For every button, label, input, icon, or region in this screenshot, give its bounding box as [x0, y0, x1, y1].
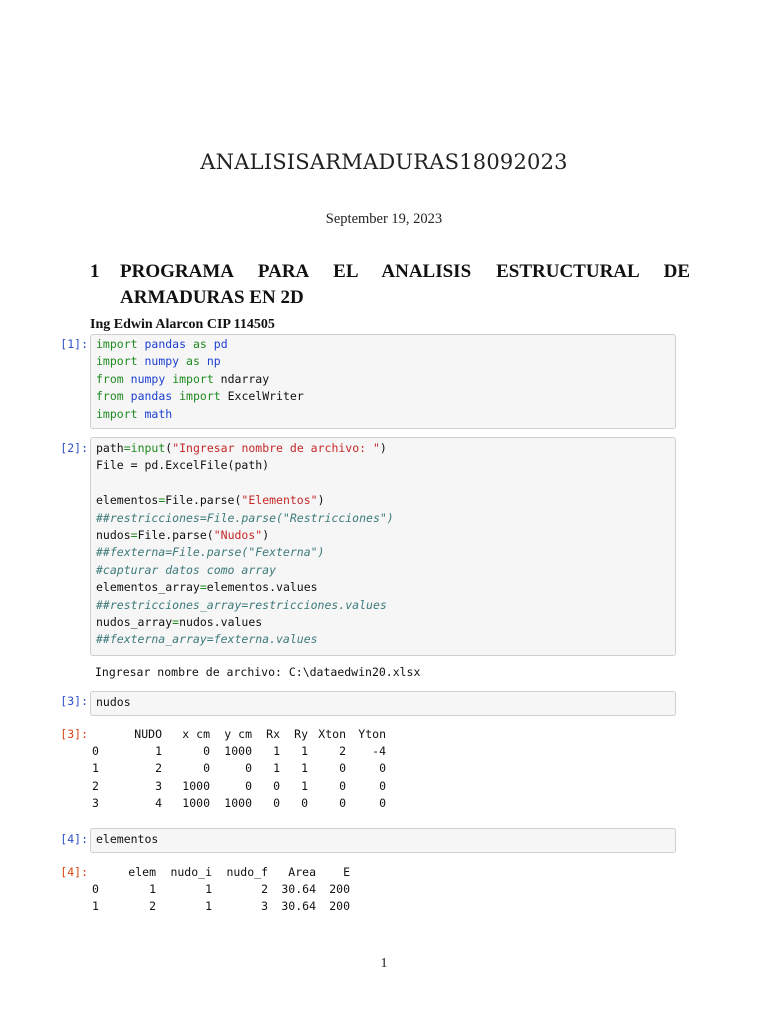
- code-line: from numpy import ndarray: [96, 371, 270, 386]
- code-cell-2[interactable]: [90, 437, 676, 656]
- code-cell-1[interactable]: [90, 334, 676, 429]
- code-line: elementos: [96, 832, 159, 846]
- code-line: import numpy as np: [96, 354, 221, 369]
- column-header: Area: [288, 864, 316, 879]
- column-header: [92, 725, 114, 742]
- code-line: elementos_array=elementos.values: [96, 580, 318, 595]
- code-line: nudos_array=nudos.values: [96, 615, 263, 630]
- input-prompt-2: [2]:: [60, 441, 88, 455]
- table-cell: 0: [273, 778, 280, 793]
- table-cell: 0: [339, 761, 346, 776]
- code-line: ##fexterna=File.parse("Fexterna"): [96, 545, 325, 560]
- table-cell: 1: [205, 899, 212, 914]
- table-cell: 2: [149, 899, 156, 914]
- code-line: #capturar datos como array: [96, 562, 277, 577]
- table-cell: 30.64: [281, 882, 316, 897]
- code-block-2[interactable]: [96, 438, 670, 649]
- table-header-row: [92, 863, 350, 880]
- table-cell: 1: [301, 761, 308, 776]
- table-cell: 200: [329, 882, 350, 897]
- nudos-dataframe: [92, 725, 386, 812]
- table-cell: 1000: [224, 744, 252, 759]
- row-index: 0: [92, 744, 99, 759]
- column-header: Rx: [266, 726, 280, 741]
- table-cell: 2: [261, 882, 268, 897]
- table-cell: 1: [205, 882, 212, 897]
- table-cell: 3: [155, 778, 162, 793]
- table-cell: 30.64: [281, 899, 316, 914]
- table-cell: -4: [372, 744, 386, 759]
- code-line: import math: [96, 406, 173, 421]
- table-cell: 1: [155, 744, 162, 759]
- table-row: [92, 760, 386, 777]
- column-header: Yton: [358, 726, 386, 741]
- table-header-row: [92, 725, 386, 742]
- code-line: File = pd.ExcelFile(path): [96, 458, 270, 473]
- code-line: from pandas import ExcelWriter: [96, 389, 304, 404]
- code-line: nudos: [96, 695, 131, 709]
- code-line: import pandas as pd: [96, 337, 228, 351]
- input-prompt-1: [1]:: [60, 337, 88, 351]
- table-cell: 4: [155, 796, 162, 811]
- output-prompt-3: [3]:: [60, 727, 88, 741]
- table-cell: 0: [301, 796, 308, 811]
- table-cell: 1: [301, 778, 308, 793]
- column-header: elem: [128, 864, 156, 879]
- table-cell: 0: [203, 761, 210, 776]
- table-row: [92, 742, 386, 759]
- code-cell-4[interactable]: [90, 828, 676, 853]
- code-block-4[interactable]: [96, 829, 670, 848]
- section-number: 1: [90, 261, 100, 282]
- table-cell: 2: [155, 761, 162, 776]
- output-prompt-4: [4]:: [60, 865, 88, 879]
- column-header: Xton: [318, 726, 346, 741]
- cell-2-stdout: Ingresar nombre de archivo: C:\dataedwin20.xlsx: [95, 665, 421, 679]
- table-cell: 200: [329, 899, 350, 914]
- table-cell: 0: [245, 778, 252, 793]
- column-header: E: [343, 864, 350, 879]
- table-cell: 0: [379, 778, 386, 793]
- table-cell: 0: [203, 744, 210, 759]
- table-cell: 1: [301, 744, 308, 759]
- table-cell: 2: [339, 744, 346, 759]
- author-line: Ing Edwin Alarcon CIP 114505: [90, 317, 275, 332]
- column-header: y cm: [224, 726, 252, 741]
- input-prompt-4: [4]:: [60, 832, 88, 846]
- code-line: nudos=File.parse("Nudos"): [96, 528, 270, 543]
- table-cell: 0: [379, 761, 386, 776]
- column-header: nudo_f: [226, 864, 268, 879]
- table-row: [92, 898, 350, 915]
- table-cell: 1: [273, 761, 280, 776]
- section-heading: [90, 259, 690, 311]
- table-cell: 1000: [182, 796, 210, 811]
- row-index: 1: [92, 761, 99, 776]
- table-row: [92, 880, 350, 897]
- column-header: Ry: [294, 726, 308, 741]
- document-date: September 19, 2023: [325, 211, 443, 227]
- elementos-dataframe: [92, 863, 350, 915]
- code-line: elementos=File.parse("Elementos"): [96, 493, 325, 508]
- code-cell-3[interactable]: [90, 691, 676, 716]
- code-block-3[interactable]: [96, 692, 670, 711]
- code-line: ##fexterna_array=fexterna.values: [96, 632, 318, 647]
- input-prompt-3: [3]:: [60, 694, 88, 708]
- column-header: x cm: [182, 726, 210, 741]
- section-title: PROGRAMA PARA EL ANALISIS ESTRUCTURAL DE ARMADURAS EN 2D: [120, 261, 690, 308]
- row-index: 2: [92, 778, 99, 793]
- table-cell: 0: [379, 796, 386, 811]
- row-index: 1: [92, 899, 99, 914]
- row-index: 3: [92, 796, 99, 811]
- table-cell: 1: [273, 744, 280, 759]
- code-block-1[interactable]: [96, 335, 670, 423]
- code-line: path=input("Ingresar nombre de archivo: "): [96, 441, 387, 455]
- table-cell: 0: [339, 778, 346, 793]
- column-header: [92, 863, 114, 880]
- table-cell: 1000: [182, 778, 210, 793]
- page-number: 1: [380, 956, 388, 971]
- code-line: ##restricciones=File.parse("Restricciones"): [96, 510, 394, 525]
- code-line: ##restricciones_array=restricciones.values: [96, 597, 387, 612]
- table-cell: 0: [273, 796, 280, 811]
- table-cell: 0: [339, 796, 346, 811]
- table-cell: 1000: [224, 796, 252, 811]
- table-cell: 3: [261, 899, 268, 914]
- row-index: 0: [92, 882, 99, 897]
- table-row: [92, 795, 386, 812]
- document-title: ANALISISARMADURAS18092023: [200, 150, 568, 174]
- column-header: NUDO: [134, 726, 162, 741]
- table-cell: 0: [245, 761, 252, 776]
- table-cell: 1: [149, 882, 156, 897]
- table-row: [92, 777, 386, 794]
- column-header: nudo_i: [170, 864, 212, 879]
